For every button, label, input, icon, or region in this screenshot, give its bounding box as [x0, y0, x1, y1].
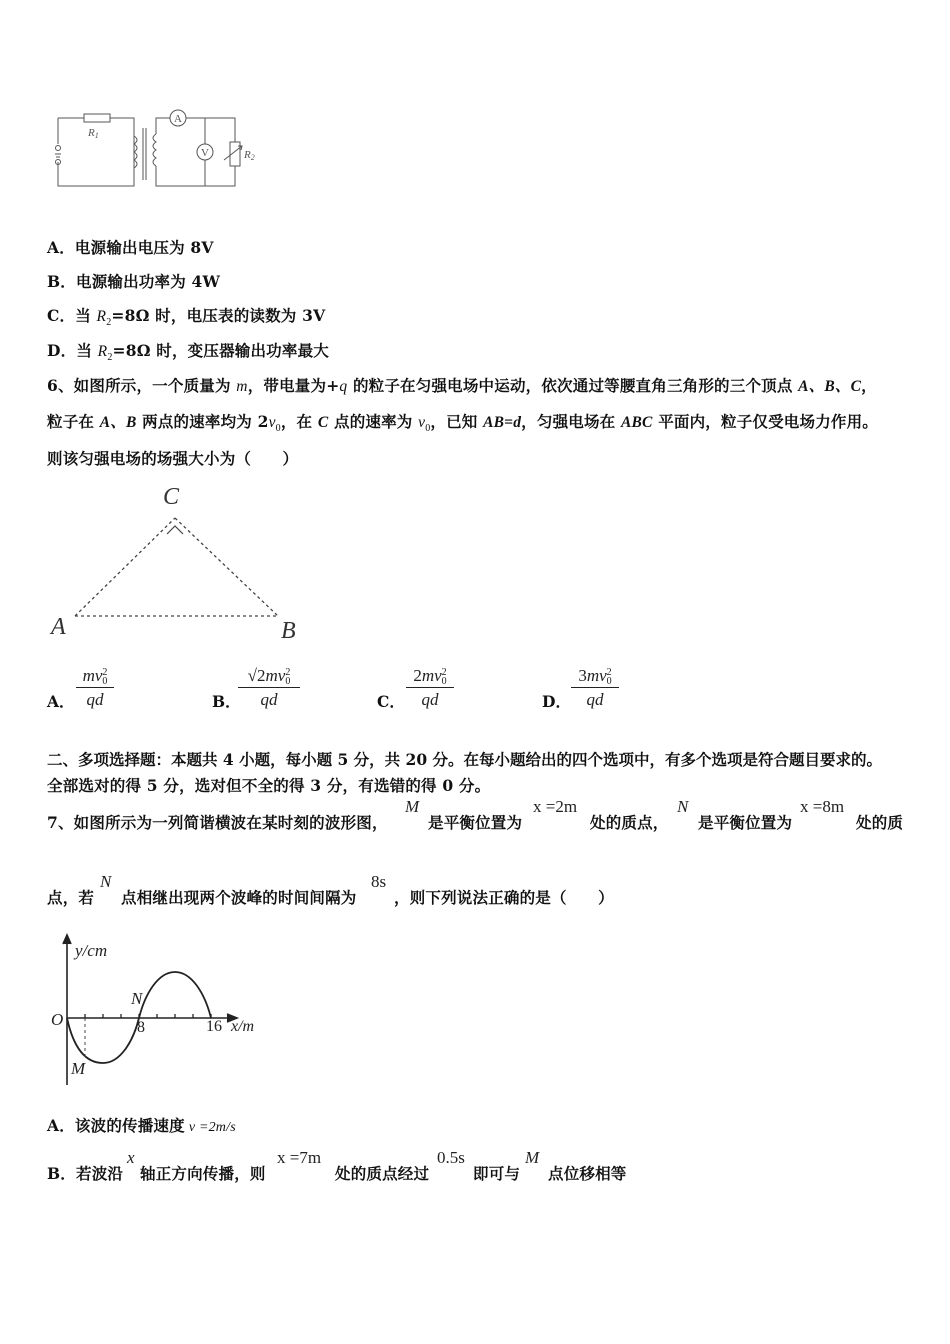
q5-option-b: B．电源输出功率为 4W — [47, 272, 221, 291]
r1-label: R1 — [88, 127, 99, 140]
q5-option-d: D．当 $R_2=8\Omega$ 时，变压器输出功率最大 — [47, 341, 329, 364]
q6-option-c-label: C． — [377, 692, 405, 711]
q6-option-d-fraction: 3mv 2 0 qd — [571, 666, 619, 710]
q6-option-a-label: A． — [47, 692, 75, 711]
tick-16-label: 16 — [206, 1018, 222, 1035]
q6-stem-line3: 则该匀强电场的场强大小为（ ） — [47, 449, 299, 468]
q7-optb-pos: x =7m — [277, 1148, 322, 1167]
voltmeter-label: V — [201, 147, 209, 159]
point-m-label: M — [71, 1059, 86, 1078]
x-axis-label: x/m — [231, 1018, 255, 1035]
q7-math-N: N — [677, 797, 689, 816]
q7-optb-M: M — [525, 1148, 540, 1167]
q7-option-a: A．该波的传播速度 v =2m/s — [47, 1116, 236, 1135]
q7-math-xN: x =8m — [800, 797, 845, 816]
q7-stem-line1-c: 处的质点， — [590, 813, 669, 832]
section2-heading-line1: 二、多项选择题：本题共 4 小题，每小题 5 分，共 20 分。在每小题给出的四个选项中，有多个选项是符合题目要求的。 — [47, 750, 883, 769]
q7-option-b-a: B．若波沿 — [47, 1164, 124, 1183]
q6-option-c-fraction: 2mv 2 0 qd — [406, 666, 454, 710]
circuit-diagram — [50, 106, 270, 190]
y-axis-label: y/cm — [75, 941, 108, 960]
q7-optb-t: 0.5s — [437, 1148, 465, 1167]
q7-option-b-b: 轴正方向传播，则 — [140, 1164, 266, 1183]
q5-option-a: A．电源输出电压为 8V — [47, 238, 214, 257]
q7-stem-line1-e: 处的质 — [856, 813, 904, 832]
r2-label: R2 — [244, 149, 255, 162]
q7-stem-line1-a: 7、如图所示为一列简谐横波在某时刻的波形图， — [47, 813, 388, 832]
q5-option-c: C．当 $R_2=8\Omega$ 时，电压表的读数为 3V — [47, 306, 326, 329]
q7-math-N2: N — [100, 872, 112, 891]
vertex-b-label: B — [281, 618, 296, 644]
q7-stem-line2-a: 点，若 — [47, 888, 95, 907]
origin-label: O — [51, 1010, 64, 1029]
wave-graph — [45, 930, 275, 1092]
q6-option-d-label: D． — [542, 692, 571, 711]
q7-stem-line1-d: 是平衡位置为 — [698, 813, 793, 832]
q7-option-b-d: 即可与 — [473, 1164, 521, 1183]
point-n-label: N — [131, 989, 143, 1008]
vertex-a-label: A — [51, 614, 66, 640]
q6-stem-line2: 粒子在 A、B 两点的速率均为 $2v_0$，在 C 点的速率为 $v_0$，已知 AB=d，匀强电场在 ABC 平面内，粒子仅受电场力作用。 — [47, 412, 878, 435]
q7-math-M: M — [405, 797, 420, 816]
q7-optb-x: x — [127, 1148, 135, 1167]
q7-option-b-e: 点位移相等 — [548, 1164, 627, 1183]
triangle-figure — [45, 480, 315, 645]
section2-heading-line2: 全部选对的得 5 分，选对但不全的得 3 分，有选错的得 0 分。 — [47, 776, 491, 795]
vertex-c-label: C — [163, 484, 180, 510]
q6-option-b-label: B． — [212, 692, 241, 711]
q7-stem-line1-b: 是平衡位置为 — [428, 813, 523, 832]
q7-math-t: 8s — [371, 872, 387, 891]
q7-option-b-c: 处的质点经过 — [335, 1164, 430, 1183]
q7-stem-line2-c: ，则下列说法正确的是（ ） — [394, 888, 614, 907]
q7-stem-line2-b: 点相继出现两个波峰的时间间隔为 — [121, 888, 357, 907]
q7-math-xM: x =2m — [533, 797, 578, 816]
q6-option-a-fraction: mv 2 0 qd — [76, 666, 114, 710]
q6-option-b-fraction: √2mv 2 0 qd — [238, 666, 300, 710]
q6-stem-line1: 6、如图所示，一个质量为 m，带电量为+q 的粒子在匀强电场中运动，依次通过等腰直角三角形的三个顶点 A、B、C， — [47, 376, 877, 395]
ammeter-label: A — [174, 113, 182, 125]
tick-8-label: 8 — [137, 1019, 145, 1036]
